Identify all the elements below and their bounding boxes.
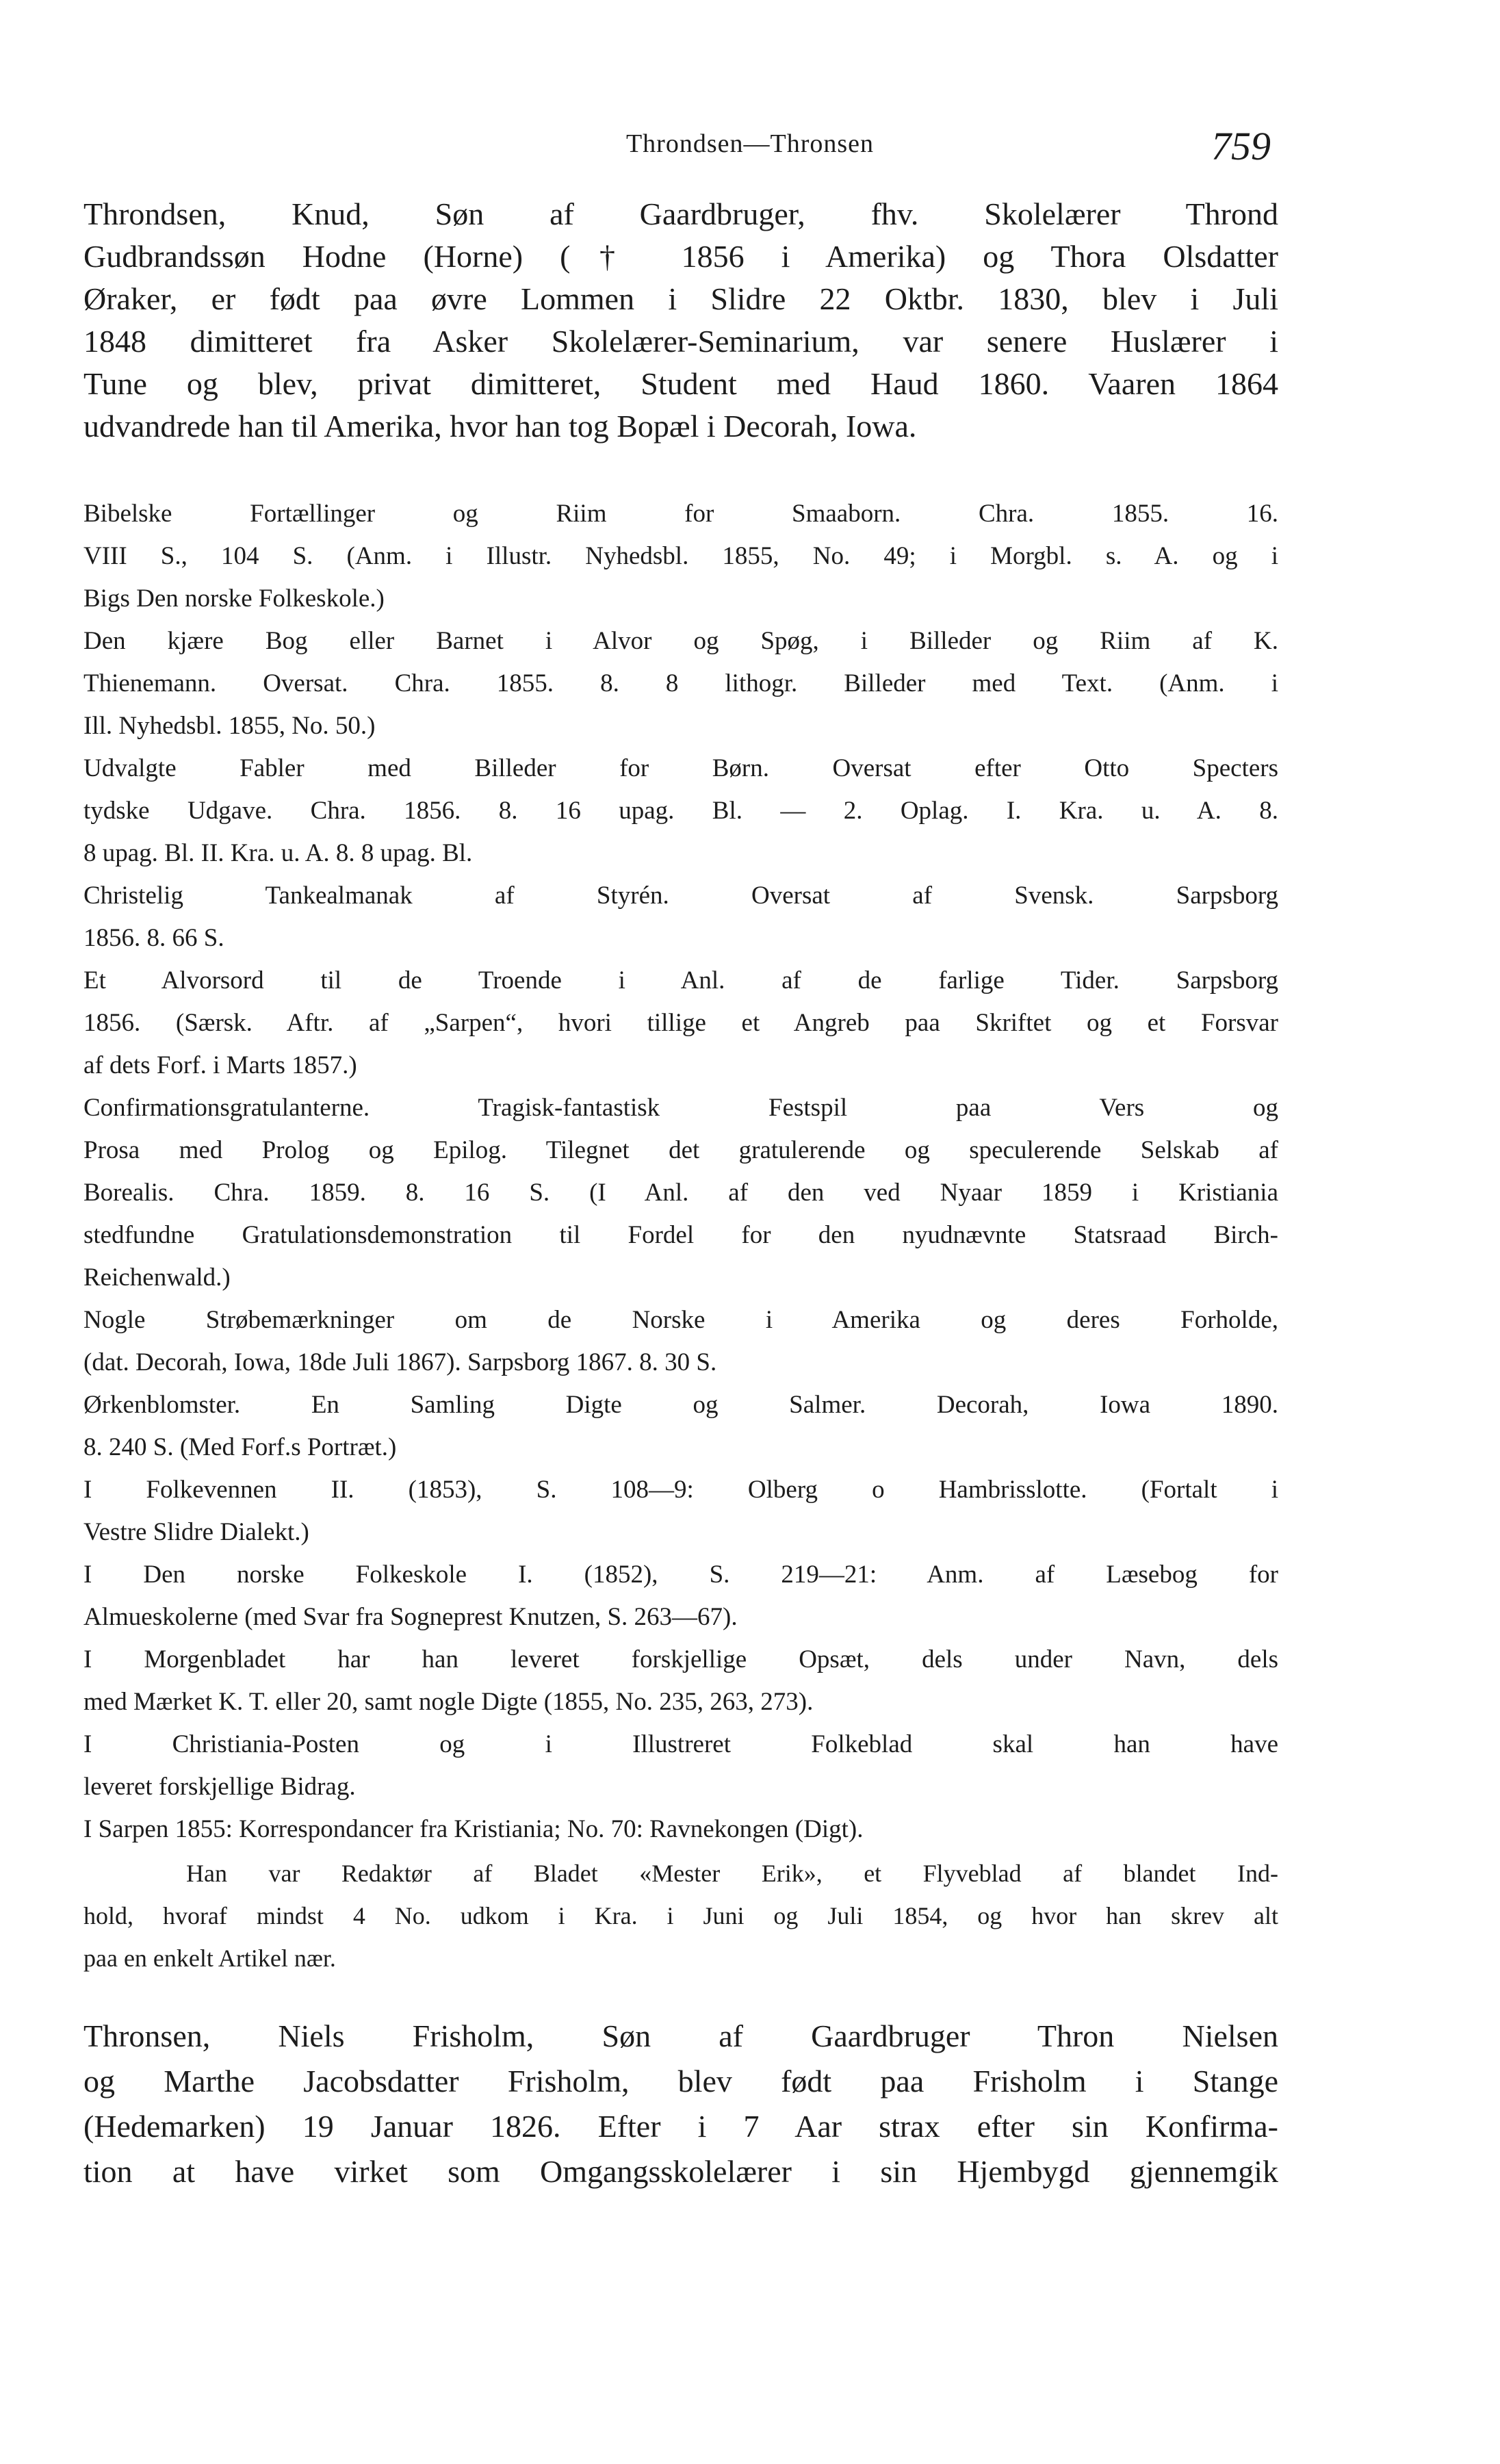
entry-line: (Hedemarken) 19 Januar 1826. Efter i 7 Aar strax efter sin Konfirma- [83, 2109, 1278, 2144]
work-line: af dets Forf. i Marts 1857.) [83, 1051, 357, 1079]
work-line: Ill. Nyhedsbl. 1855, No. 50.) [83, 712, 376, 740]
work-line: Reichenwald.) [83, 1263, 231, 1292]
entry-line: Thronsen, Niels Frisholm, Søn af Gaardbruger Thron Nielsen [83, 2018, 1278, 2053]
work-line: I Den norske Folkeskole I. (1852), S. 219—21: Anm. af Læsebog for [83, 1561, 1278, 1589]
entry-line: udvandrede han til Amerika, hvor han tog Bopæl i Decorah, Iowa. [83, 409, 917, 444]
entry-line: og Marthe Jacobsdatter Frisholm, blev født paa Frisholm i Stange [83, 2064, 1278, 2099]
bibliography [83, 493, 1278, 1851]
work-line: 1856. 8. 66 S. [83, 924, 224, 952]
work-line: Et Alvorsord til de Troende i Anl. af de farlige Tider. Sarpsborg [83, 966, 1278, 994]
work-line: I Christiania-Posten og i Illustreret Folkeblad skal han have [83, 1730, 1278, 1758]
work-line: Bigs Den norske Folkeskole.) [83, 585, 385, 613]
work-line: Almueskolerne (med Svar fra Sogneprest Knutzen, S. 263—67). [83, 1603, 738, 1631]
work-line: 1856. (Særsk. Aftr. af „Sarpen“, hvori tillige et Angreb paa Skriftet og et Forsvar [83, 1009, 1278, 1037]
note-line: Han var Redaktør af Bladet «Mester Erik», et Flyveblad af blandet Ind- [186, 1860, 1278, 1887]
entry-line: Øraker, er født paa øvre Lommen i Slidre 22 Oktbr. 1830, blev i Juli [83, 281, 1278, 316]
work-line: Confirmationsgratulanterne. Tragisk-fantastisk Festspil paa Vers og [83, 1094, 1278, 1122]
work-line: stedfundne Gratulationsdemonstration til Fordel for den nyudnævnte Statsraad Birch- [83, 1221, 1278, 1249]
work-line: I Morgenbladet har han leveret forskjellige Opsæt, dels under Navn, dels [83, 1645, 1278, 1673]
note-line: hold, hvoraf mindst 4 No. udkom i Kra. i Juni og Juli 1854, og hvor han skrev alt [83, 1902, 1278, 1929]
work-line: Nogle Strøbemærkninger om de Norske i Amerika og deres Forholde, [83, 1306, 1278, 1334]
work-line: I Sarpen 1855: Korrespondancer fra Kristiania; No. 70: Ravnekongen (Digt). [83, 1815, 864, 1843]
work-line: Christelig Tankealmanak af Styrén. Oversat af Svensk. Sarpsborg [83, 882, 1278, 910]
entry-thronsen-niels [83, 2014, 1278, 2194]
entry-line: Gudbrandssøn Hodne (Horne) († 1856 i Amerika) og Thora Olsdatter [83, 239, 1278, 274]
work-line: VIII S., 104 S. (Anm. i Illustr. Nyhedsbl. 1855, No. 49; i Morgbl. s. A. og i [83, 542, 1278, 570]
work-line: Ørkenblomster. En Samling Digte og Salmer. Decorah, Iowa 1890. [83, 1391, 1278, 1419]
work-line: Den kjære Bog eller Barnet i Alvor og Spøg, i Billeder og Riim af K. [83, 627, 1278, 655]
work-line: (dat. Decorah, Iowa, 18de Juli 1867). Sarpsborg 1867. 8. 30 S. [83, 1348, 717, 1376]
work-line: I Folkevennen II. (1853), S. 108—9: Olberg o Hambrisslotte. (Fortalt i [83, 1476, 1278, 1504]
work-line: 8 upag. Bl. II. Kra. u. A. 8. 8 upag. Bl. [83, 839, 473, 867]
entry-line: 1848 dimitteret fra Asker Skolelærer-Seminarium, var senere Huslærer i [83, 324, 1278, 359]
entry-throndsen-knud [83, 193, 1278, 448]
work-line: Borealis. Chra. 1859. 8. 16 S. (I Anl. af den ved Nyaar 1859 i Kristiania [83, 1179, 1278, 1207]
note [83, 1852, 1278, 1979]
running-head: Throndsen—Thronsen [625, 129, 875, 158]
page-number: 759 [1211, 124, 1271, 168]
work-line: Bibelske Fortællinger og Riim for Smaaborn. Chra. 1855. 16. [83, 500, 1278, 528]
work-line: Thienemann. Oversat. Chra. 1855. 8. 8 lithogr. Billeder med Text. (Anm. i [83, 669, 1278, 697]
work-line: leveret forskjellige Bidrag. [83, 1773, 356, 1801]
work-line: 8. 240 S. (Med Forf.s Portræt.) [83, 1433, 397, 1461]
work-line: Prosa med Prolog og Epilog. Tilegnet det gratulerende og speculerende Selskab af [83, 1136, 1278, 1164]
work-line: Udvalgte Fabler med Billeder for Børn. Oversat efter Otto Specters [83, 754, 1278, 782]
entry-line: Tune og blev, privat dimitteret, Student med Haud 1860. Vaaren 1864 [83, 366, 1278, 401]
work-line: Vestre Slidre Dialekt.) [83, 1518, 309, 1546]
entry-line: Throndsen, Knud, Søn af Gaardbruger, fhv. Skolelærer Thrond [83, 196, 1278, 231]
note-line: paa en enkelt Artikel nær. [83, 1945, 336, 1972]
entry-line: tion at have virket som Omgangsskolelærer i sin Hjembygd gjennemgik [83, 2154, 1278, 2189]
work-line: med Mærket K. T. eller 20, samt nogle Digte (1855, No. 235, 263, 273). [83, 1688, 814, 1716]
work-line: tydske Udgave. Chra. 1856. 8. 16 upag. Bl. — 2. Oplag. I. Kra. u. A. 8. [83, 797, 1278, 825]
